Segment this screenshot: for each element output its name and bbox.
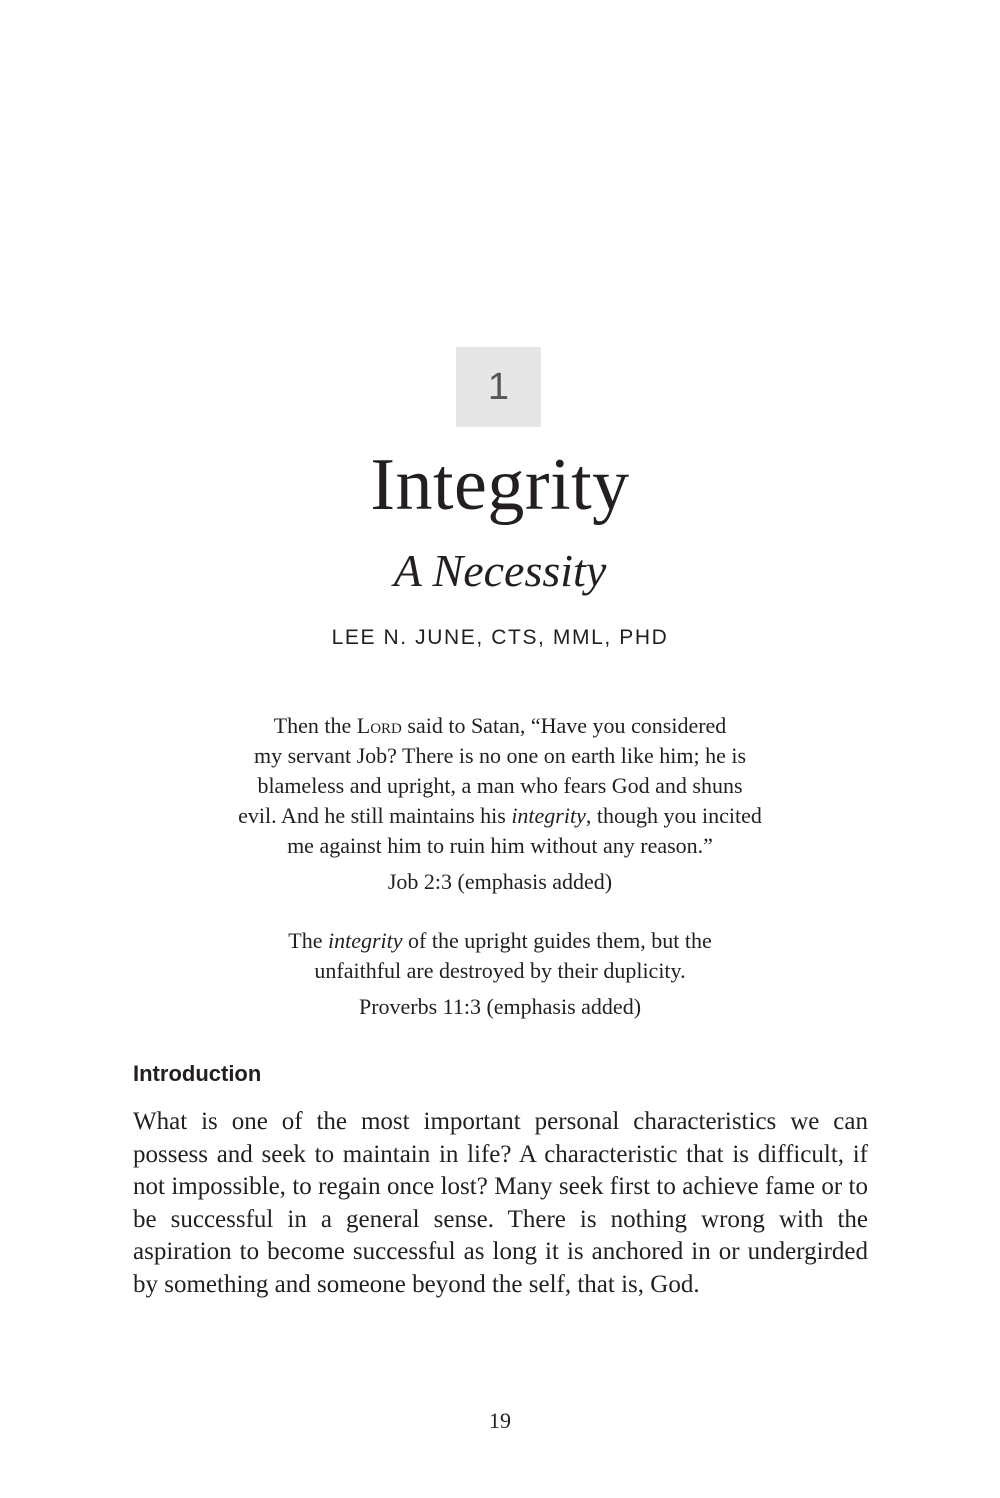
- epigraph-line: [150, 801, 850, 831]
- section-heading: Introduction: [133, 1061, 262, 1086]
- epigraph-source: Job 2:3 (emphasis added): [387, 869, 613, 894]
- epigraph-line: unfaithful are destroyed by their duplicity.: [314, 958, 686, 983]
- epigraph-job: [150, 711, 850, 897]
- epigraph-line: [150, 926, 850, 956]
- epigraph-divine-name: Lord: [356, 713, 402, 738]
- epigraph-text: The: [288, 928, 328, 953]
- epigraph-text: evil. And he still maintains his: [238, 803, 512, 828]
- page-number: 19: [489, 1408, 511, 1433]
- epigraph-text: of the upright guides them, but the: [402, 928, 712, 953]
- epigraph-source: Proverbs 11:3 (emphasis added): [358, 994, 642, 1019]
- epigraph-text: Then the: [273, 713, 357, 738]
- epigraph-emphasis: integrity: [327, 928, 403, 953]
- chapter-number-box: [456, 347, 541, 427]
- epigraph-emphasis: integrity: [511, 803, 586, 828]
- epigraph-line: my servant Job? There is no one on earth like him; he is: [253, 743, 747, 768]
- chapter-number: 1: [487, 365, 510, 408]
- chapter-title: Integrity: [370, 444, 630, 526]
- body-paragraph: What is one of the most important personal characteristics we can possess and seek to maintain in life? A characteristic that is difficult, if not impossible, to regain once lost? Many seek first to achieve fame or to be successful in a general sense. There is nothing wrong with the aspiration to become successful as long it is anchored in or undergirded by something and someone beyond the self, that is, God.: [133, 1108, 868, 1298]
- epigraph-text: , though you incited: [585, 803, 762, 828]
- chapter-author: LEE N. JUNE, CTS, MML, PHD: [331, 626, 669, 649]
- epigraph-line: me against him to ruin him without any reason.”: [287, 833, 713, 858]
- epigraph-text: said to Satan, “Have you considered: [401, 713, 727, 738]
- chapter-subtitle: A Necessity: [393, 545, 607, 596]
- epigraph-line: blameless and upright, a man who fears God and shuns: [257, 773, 743, 798]
- epigraph-line: [150, 711, 850, 741]
- epigraph-proverbs: [150, 926, 850, 1022]
